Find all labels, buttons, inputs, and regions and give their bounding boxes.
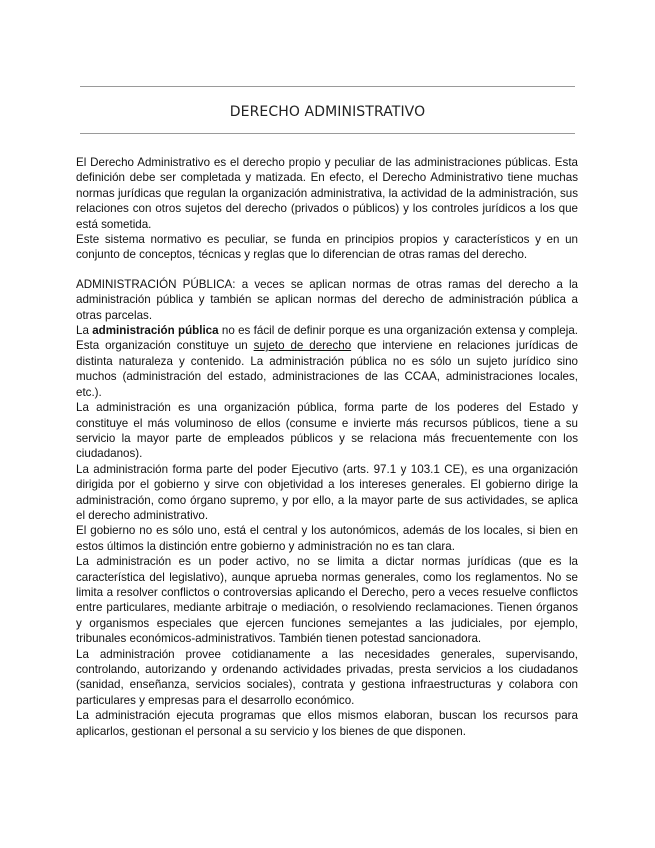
paragraph-governments: El gobierno no es sólo uno, está el central y los autonómicos, además de los locales, si bien en estos últimos la distinción entre gobierno y administración no es tan clara. <box>76 524 578 553</box>
underlined-term: sujeto de derecho <box>253 339 352 353</box>
paragraph-general-needs: La administración provee cotidianamente a las necesidades generales, supervisando, controlando, autorizando y ordenando actividades privadas, presta servicios a los ciudadanos (sanidad, enseñanza, servicios sociales), contrata y gestiona infraestructuras y colabora con particulares y empresas para el desarrollo económico. <box>76 647 578 707</box>
document-title: DERECHO ADMINISTRATIVO <box>229 104 426 120</box>
paragraph-administracion-publica: ADMINISTRACIÓN PÚBLICA: a veces se aplican normas de otras ramas del derecho a la administración pública y también se aplican normas del derecho de administración pública a otras parcelas. <box>76 277 578 322</box>
paragraph-text: La <box>76 324 93 338</box>
paragraph-definition: El Derecho Administrativo es el derecho propio y peculiar de las administraciones públicas. Esta definición debe ser completada y matizada. En efecto, el Derecho Administrativo tiene muchas normas jurídicas que regulan la organización administrativa, la actividad de la administración, sus relaciones con otros sujetos del derecho (privados o públicos) y los controles jurídicos a los que está sometida. <box>76 156 578 231</box>
paragraph-normative-system: Este sistema normativo es peculiar, se funda en principios propios y característicos y en un conjunto de conceptos, técnicas y reglas que lo diferencian de otras ramas del derecho. <box>76 233 578 262</box>
paragraph-executive-power: La administración forma parte del poder Ejecutivo (arts. 97.1 y 103.1 CE), es una organización dirigida por el gobierno y sirve con objetividad a los intereses generales. El gobierno dirige la administración, como órgano supremo, y por ello, a la mayor parte de sus actividades, se aplica el derecho administrativo. <box>76 462 578 522</box>
paragraph-active-power: La administración es un poder activo, no se limita a dictar normas jurídicas (que es la característica del legislativo), aunque aprueba normas generales, como los reglamentos. No se limita a resolver conflictos o controversias aplicando el Derecho, pero a veces resuelve conflictos entre particulares, mediante arbitraje o mediación, o resolviendo reclamaciones. Tienen órganos y organismos especiales que ejercen funciones semejantes a las judiciales, por ejemplo, tribunales económicos-administrativos. También tienen potestad sancionadora. <box>76 555 578 646</box>
paragraph-text: que interviene en relaciones jurídicas de distinta naturaleza y contenido. La administración pública no es sólo un sujeto jurídico sino muchos (administración del estado, administraciones de las CCAA, administraciones locales, etc.). <box>76 339 578 399</box>
bold-term: administración pública <box>92 324 219 338</box>
title-rule-bottom <box>80 133 575 134</box>
paragraph-public-administration-definition <box>76 323 578 400</box>
title-rule-top <box>80 86 575 87</box>
document-body <box>76 155 578 739</box>
paragraph-text: no es fácil de definir porque es una organización extensa y compleja. Esta organización constituye un <box>76 324 578 353</box>
paragraph-programs: La administración ejecuta programas que ellos mismos elaboran, buscan los recursos para aplicarlos, gestionan el personal a su servicio y los bienes de que disponen. <box>76 709 578 738</box>
paragraph-public-organization: La administración es una organización pública, forma parte de los poderes del Estado y constituye el más voluminoso de ellos (consume e invierte más recursos públicos, tiene a su servicio la mayor parte de empleados públicos y se relaciona más frecuentemente con los ciudadanos). <box>76 401 578 461</box>
